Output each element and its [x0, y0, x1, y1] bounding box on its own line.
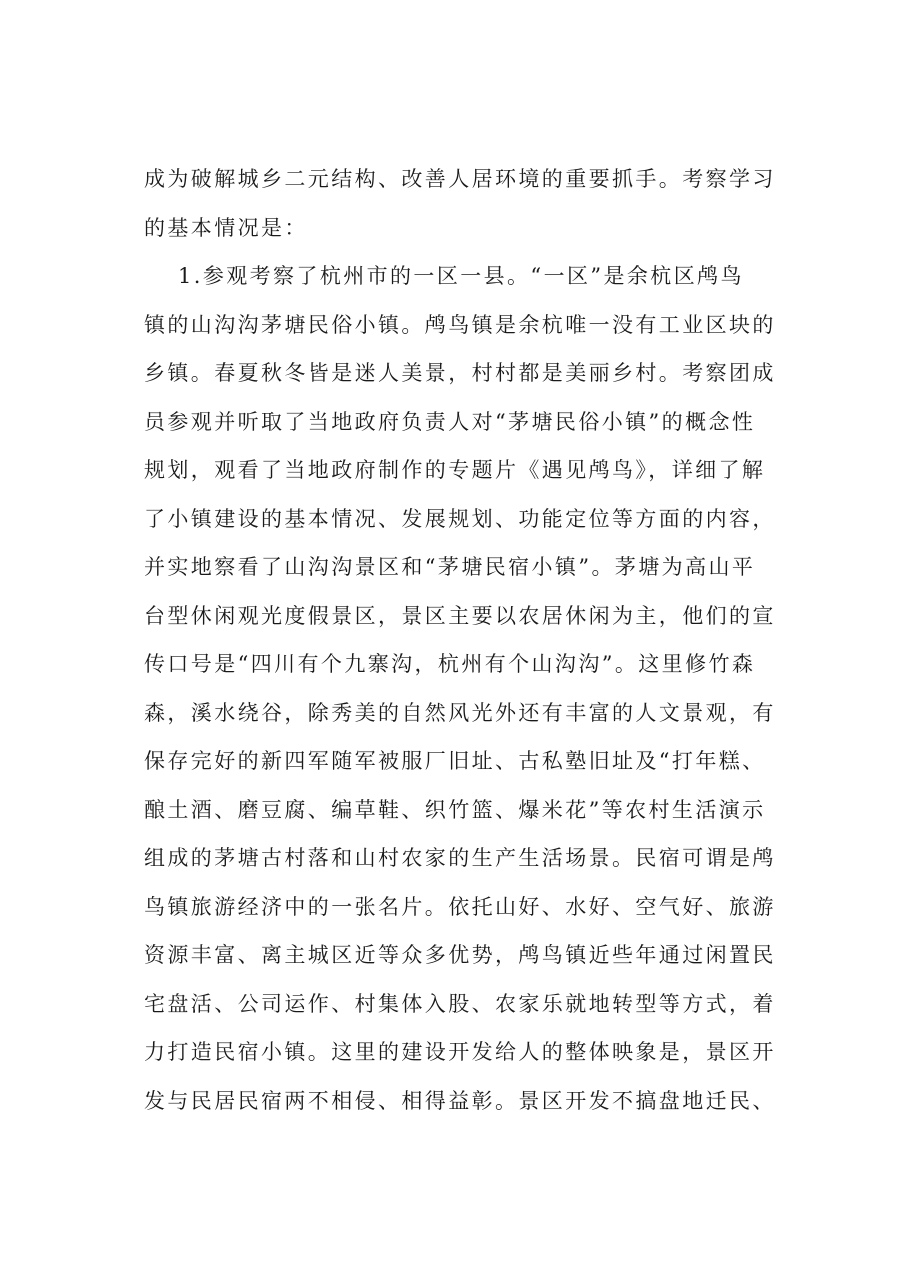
text-line-13: 保存完好的新四军随军被服厂旧址、古私塾旧址及“打年糕、: [144, 749, 766, 773]
text-line-11: 传口号是“四川有个九寨沟，杭州有个山沟沟”。这里修竹森: [144, 652, 756, 676]
text-line-19: 力打造民宿小镇。这里的建设开发给人的整体映象是，景区开: [144, 1040, 776, 1064]
text-line-14: 酿土酒、磨豆腐、编草鞋、织竹篮、爆米花”等农村生活演示: [144, 797, 766, 822]
text-line-2: 的基本情况是：: [144, 215, 308, 240]
text-line-9: 并实地察看了山沟沟景区和“茅塘民宿小镇”。茅塘为高山平: [144, 555, 756, 579]
text-line-1: 成为破解城乡二元结构、改善人居环境的重要抓手。考察学习: [144, 167, 776, 191]
text-line-8: 了小镇建设的基本情况、发展规划、功能定位等方面的内容，: [144, 506, 776, 531]
text-line-3: 1.参观考察了杭州市的一区一县。“一区”是余杭区鸬鸟: [178, 264, 744, 288]
text-line-6: 员参观并听取了当地政府负责人对“茅塘民俗小镇”的概念性: [144, 409, 756, 434]
text-line-12: 森，溪水绕谷，除秀美的自然风光外还有丰富的人文景观，有: [144, 700, 776, 725]
document-body: [144, 155, 794, 1125]
text-line-17: 资源丰富、离主城区近等众多优势，鸬鸟镇近些年通过闲置民: [144, 943, 776, 967]
text-line-10: 台型休闲观光度假景区，景区主要以农居休闲为主，他们的宣: [144, 603, 776, 628]
text-line-5: 乡镇。春夏秋冬皆是迷人美景，村村都是美丽乡村。考察团成: [144, 361, 776, 385]
text-line-16: 鸟镇旅游经济中的一张名片。依托山好、水好、空气好、旅游: [144, 894, 776, 919]
text-line-18: 宅盘活、公司运作、村集体入股、农家乐就地转型等方式，着: [144, 991, 776, 1016]
text-line-7: 规划，观看了当地政府制作的专题片《遇见鸬鸟》，详细了解: [144, 458, 766, 482]
text-line-15: 组成的茅塘古村落和山村农家的生产生活场景。民宿可谓是鸬: [144, 846, 776, 870]
text-line-20: 发与民居民宿两不相侵、相得益彰。景区开发不搞盘地迁民、: [144, 1088, 776, 1113]
text-line-4: 镇的山沟沟茅塘民俗小镇。鸬鸟镇是余杭唯一没有工业区块的: [144, 312, 776, 337]
